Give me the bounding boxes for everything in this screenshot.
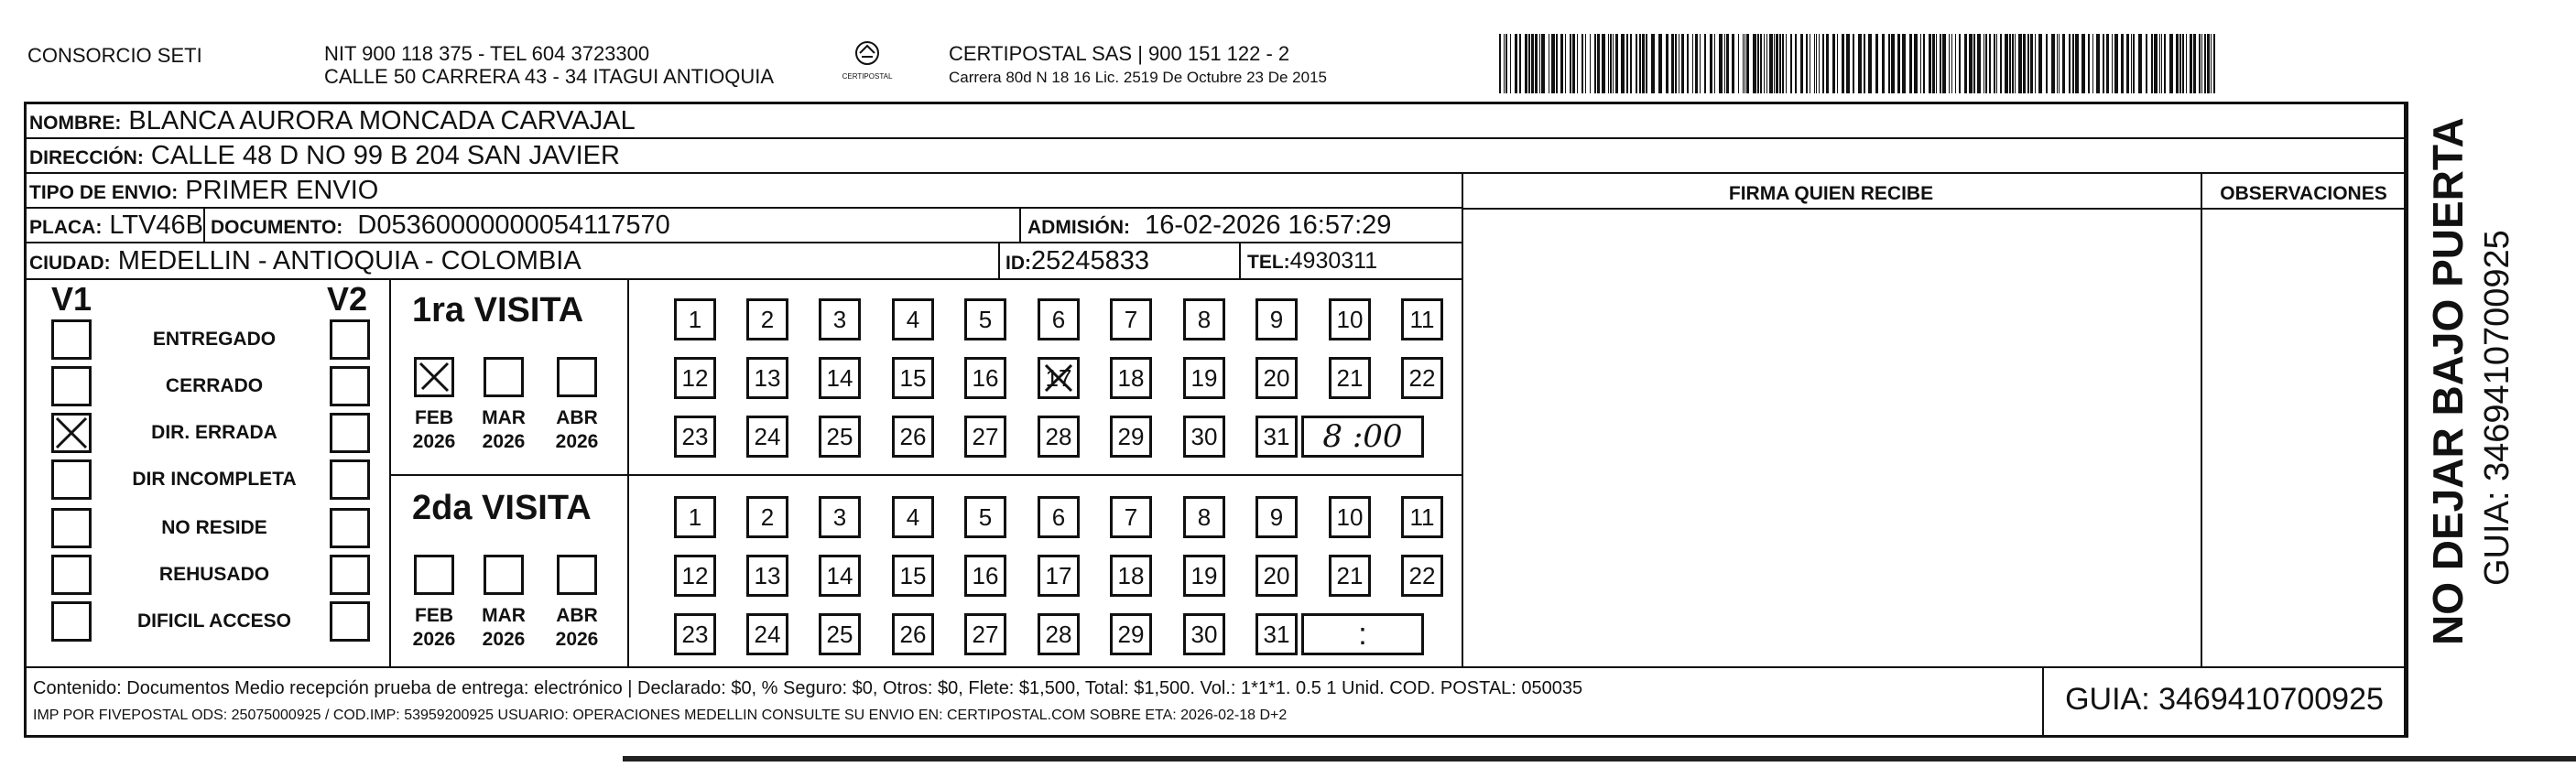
v2-checkbox[interactable] <box>330 413 370 453</box>
nombre-field: NOMBRE: BLANCA AURORA MONCADA CARVAJAL <box>29 106 636 135</box>
month-year: 2026 <box>412 431 456 452</box>
v2-checkbox[interactable] <box>330 319 370 360</box>
day-box[interactable]: 19 <box>1183 555 1225 597</box>
v2-checkbox[interactable] <box>330 508 370 548</box>
company-name: CONSORCIO SETI <box>27 44 202 67</box>
day-box[interactable]: 20 <box>1255 357 1298 399</box>
nit-line: NIT 900 118 375 - TEL 604 3723300 <box>324 42 650 65</box>
day-box[interactable]: 15 <box>892 555 934 597</box>
tel-field: TEL:4930311 <box>1247 248 1378 274</box>
day-box[interactable]: 5 <box>964 496 1006 538</box>
day-box[interactable]: 31 <box>1255 416 1298 458</box>
status-label: DIR INCOMPLETA <box>132 469 297 490</box>
day-box[interactable]: 7 <box>1110 298 1152 340</box>
v1-checkbox[interactable] <box>51 413 92 453</box>
month-label <box>401 604 467 652</box>
month-checkbox[interactable] <box>484 357 524 397</box>
month-name: MAR <box>482 605 526 626</box>
v2-header: V2 <box>327 280 368 318</box>
day-box[interactable]: 6 <box>1038 298 1080 340</box>
day-box[interactable]: 29 <box>1110 416 1152 458</box>
month-name: MAR <box>482 407 526 428</box>
v1-checkbox[interactable] <box>51 319 92 360</box>
month-year: 2026 <box>412 629 456 650</box>
day-box[interactable]: 27 <box>964 416 1006 458</box>
month-name: FEB <box>415 605 453 626</box>
day-box[interactable]: 28 <box>1038 416 1080 458</box>
day-box[interactable]: 18 <box>1110 357 1152 399</box>
month-year: 2026 <box>555 629 599 650</box>
day-box[interactable]: 9 <box>1255 298 1298 340</box>
x-mark-icon <box>54 416 89 450</box>
v2-checkbox[interactable] <box>330 601 370 642</box>
time-box[interactable]: : <box>1301 613 1424 655</box>
day-box[interactable]: 16 <box>964 357 1006 399</box>
day-box[interactable]: 1 <box>674 496 716 538</box>
day-box[interactable]: 12 <box>674 357 716 399</box>
certipostal-line2: Carrera 80d N 18 16 Lic. 2519 De Octubre 23 De 2015 <box>949 69 1327 86</box>
day-box[interactable]: 30 <box>1183 416 1225 458</box>
day-box[interactable]: 17 <box>1038 555 1080 597</box>
day-box[interactable]: 11 <box>1401 496 1443 538</box>
footer-guia: GUIA: 3469410700925 <box>2065 682 2384 717</box>
day-box[interactable]: 20 <box>1255 555 1298 597</box>
v2-checkbox[interactable] <box>330 555 370 595</box>
contenido-line: Contenido: Documentos Medio recepción prueba de entrega: electrónico | Declarado: $0, % Seguro: $0, Otros: $0, Flete: $1,500, Total: $1,500. Vol.: 1*1*1. 0.5 1 Unid. COD. POSTAL: 050035 <box>33 678 1583 698</box>
v1-checkbox[interactable] <box>51 508 92 548</box>
status-label: ENTREGADO <box>152 329 277 350</box>
barcode <box>1499 34 2223 93</box>
day-box[interactable]: 5 <box>964 298 1006 340</box>
day-box[interactable]: 1 <box>674 298 716 340</box>
day-box[interactable]: 22 <box>1401 555 1443 597</box>
status-label: NO RESIDE <box>161 517 267 538</box>
day-box[interactable]: 26 <box>892 613 934 655</box>
day-box[interactable] <box>1038 357 1080 399</box>
month-year: 2026 <box>482 431 526 452</box>
month-checkbox[interactable] <box>414 357 454 397</box>
day-box[interactable]: 14 <box>819 555 861 597</box>
day-box[interactable]: 25 <box>819 416 861 458</box>
status-label: DIR. ERRADA <box>151 422 277 443</box>
side-guia: GUIA: 3469410700925 <box>2478 230 2516 586</box>
day-box[interactable]: 4 <box>892 298 934 340</box>
day-box[interactable]: 4 <box>892 496 934 538</box>
visit-title: 2da VISITA <box>412 489 592 527</box>
month-label <box>471 604 537 652</box>
day-box[interactable]: 10 <box>1329 496 1371 538</box>
day-box[interactable]: 23 <box>674 416 716 458</box>
day-box[interactable]: 14 <box>819 357 861 399</box>
day-box[interactable]: 13 <box>746 357 788 399</box>
month-checkbox[interactable] <box>414 555 454 595</box>
day-number: 17 <box>1045 364 1072 392</box>
edge-shadow <box>623 756 2576 762</box>
day-box[interactable]: 25 <box>819 613 861 655</box>
v1-checkbox[interactable] <box>51 601 92 642</box>
day-box[interactable]: 8 <box>1183 298 1225 340</box>
day-box[interactable]: 30 <box>1183 613 1225 655</box>
day-box[interactable]: 29 <box>1110 613 1152 655</box>
day-box[interactable]: 12 <box>674 555 716 597</box>
month-label <box>471 406 537 454</box>
day-box[interactable]: 15 <box>892 357 934 399</box>
day-box[interactable]: 26 <box>892 416 934 458</box>
month-name: ABR <box>556 407 598 428</box>
tipo-envio-field: TIPO DE ENVIO: PRIMER ENVIO <box>29 176 379 205</box>
month-label <box>401 406 467 454</box>
v2-checkbox[interactable] <box>330 366 370 406</box>
month-label <box>544 604 610 652</box>
day-box[interactable]: 9 <box>1255 496 1298 538</box>
month-label <box>544 406 610 454</box>
day-box[interactable]: 24 <box>746 613 788 655</box>
day-box[interactable]: 10 <box>1329 298 1371 340</box>
day-box[interactable]: 3 <box>819 496 861 538</box>
month-name: FEB <box>415 407 453 428</box>
status-label: DIFICIL ACCESO <box>136 610 291 632</box>
v1-checkbox[interactable] <box>51 366 92 406</box>
address-line: CALLE 50 CARRERA 43 - 34 ITAGUI ANTIOQUIA <box>324 65 775 88</box>
day-box[interactable]: 3 <box>819 298 861 340</box>
ciudad-field: CIUDAD: MEDELLIN - ANTIOQUIA - COLOMBIA <box>29 246 582 275</box>
day-box[interactable]: 31 <box>1255 613 1298 655</box>
firma-header: FIRMA QUIEN RECIBE <box>1728 183 1934 204</box>
month-checkbox[interactable] <box>557 357 597 397</box>
placa-field: PLACA: LTV46B <box>29 211 204 240</box>
imp-line: IMP POR FIVEPOSTAL ODS: 25075000925 / COD.IMP: 53959200925 USUARIO: OPERACIONES MEDELLIN CONSULTE SU ENVIO EN: CERTIPOSTAL.COM SOBRE ETA: 2026-02-18 D+2 <box>33 708 1288 723</box>
day-box[interactable]: 11 <box>1401 298 1443 340</box>
admision-field: ADMISIÓN: 16-02-2026 16:57:29 <box>1027 211 1392 240</box>
day-box[interactable]: 24 <box>746 416 788 458</box>
day-box[interactable]: 21 <box>1329 555 1371 597</box>
month-year: 2026 <box>555 431 599 452</box>
certipostal-line1: CERTIPOSTAL SAS | 900 151 122 - 2 <box>949 42 1290 65</box>
day-box[interactable]: 27 <box>964 613 1006 655</box>
day-box[interactable]: 23 <box>674 613 716 655</box>
day-box[interactable]: 28 <box>1038 613 1080 655</box>
day-box[interactable]: 19 <box>1183 357 1225 399</box>
certipostal-logo-icon <box>849 40 886 68</box>
day-box[interactable]: 8 <box>1183 496 1225 538</box>
certipostal-logo: CERTIPOSTAL <box>835 40 899 81</box>
day-box[interactable]: 16 <box>964 555 1006 597</box>
month-checkbox[interactable] <box>557 555 597 595</box>
v1-checkbox[interactable] <box>51 555 92 595</box>
day-box[interactable]: 6 <box>1038 496 1080 538</box>
status-label: REHUSADO <box>158 564 270 585</box>
side-warning: NO DEJAR BAJO PUERTA <box>2424 117 2472 645</box>
v2-checkbox[interactable] <box>330 459 370 500</box>
x-mark-icon <box>417 360 451 394</box>
v1-header: V1 <box>51 280 92 318</box>
month-year: 2026 <box>482 629 526 650</box>
day-box[interactable]: 13 <box>746 555 788 597</box>
id-field: ID:25245833 <box>1005 246 1150 275</box>
day-box[interactable]: 2 <box>746 496 788 538</box>
v1-checkbox[interactable] <box>51 459 92 500</box>
day-box[interactable]: 18 <box>1110 555 1152 597</box>
day-box[interactable]: 2 <box>746 298 788 340</box>
month-checkbox[interactable] <box>484 555 524 595</box>
day-box[interactable]: 22 <box>1401 357 1443 399</box>
status-label: CERRADO <box>165 375 264 396</box>
observaciones-header: OBSERVACIONES <box>2220 183 2387 204</box>
visit-title: 1ra VISITA <box>412 291 584 329</box>
time-box[interactable]: 8 :00 <box>1301 416 1424 458</box>
month-name: ABR <box>556 605 598 626</box>
direccion-field: DIRECCIÓN: CALLE 48 D NO 99 B 204 SAN JAVIER <box>29 141 620 170</box>
day-box[interactable]: 7 <box>1110 496 1152 538</box>
day-box[interactable]: 21 <box>1329 357 1371 399</box>
documento-field: DOCUMENTO: D05360000000054117570 <box>211 211 670 240</box>
